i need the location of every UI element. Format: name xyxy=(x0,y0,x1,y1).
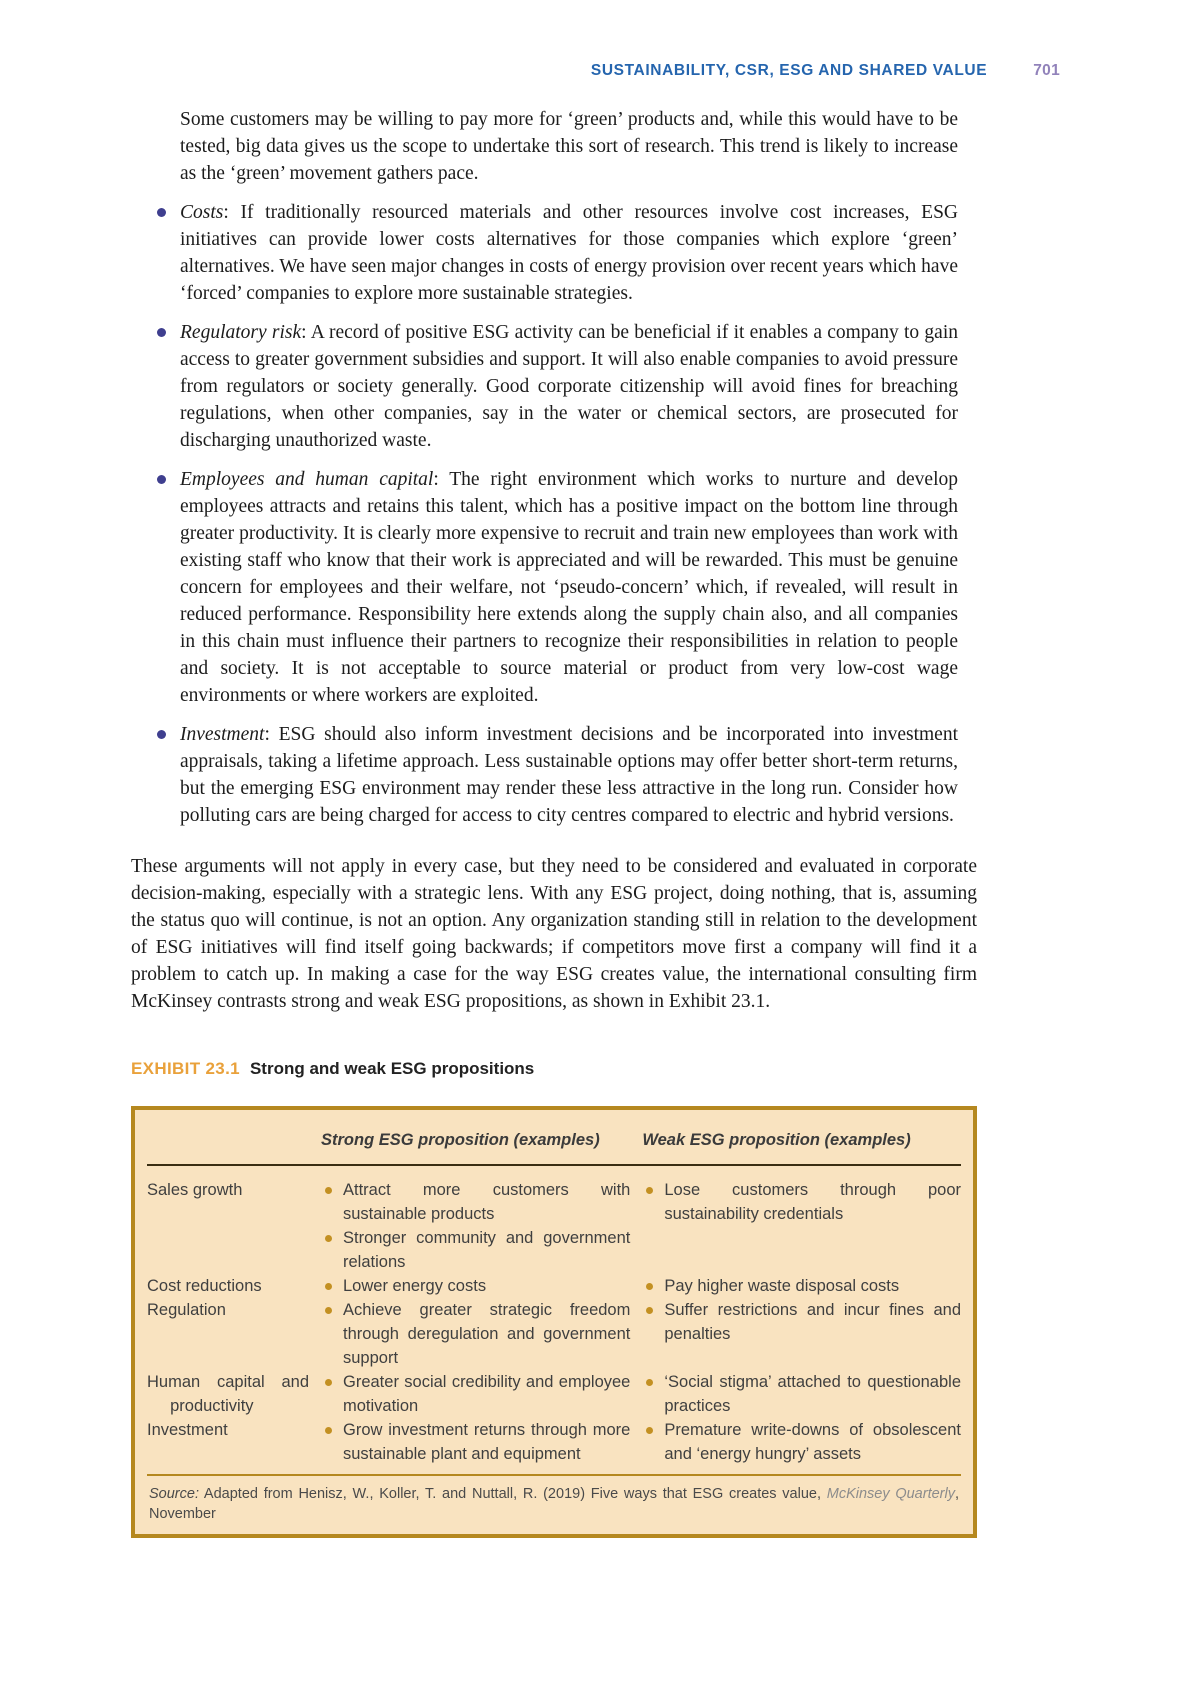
table-header-row xyxy=(147,1110,961,1166)
table-item-text: Achieve greater strategic freedom through deregulation and government support xyxy=(343,1301,631,1367)
table-body xyxy=(147,1166,961,1474)
weak-cell xyxy=(642,1418,961,1466)
table-header-weak: Weak ESG proposition (examples) xyxy=(642,1131,911,1149)
strong-cell xyxy=(321,1298,630,1370)
bullet-item-regulatory-risk xyxy=(131,319,958,454)
exhibit-label: EXHIBIT 23.1 xyxy=(131,1059,240,1078)
row-label: Human capital and productivity xyxy=(147,1373,309,1415)
table-bullet-icon xyxy=(646,1427,653,1434)
table-row xyxy=(147,1274,961,1298)
strong-cell xyxy=(321,1370,630,1418)
bullet-item-costs xyxy=(131,199,958,307)
table-list-item xyxy=(642,1370,961,1418)
closing-paragraph: These arguments will not apply in every case, but they need to be considered and evaluated in corporate decision-making, especially with a strategic lens. With any ESG project, doing nothing, that is, assuming the status quo will continue, is not an option. Any organization standing still in relation to the development of ESG initiatives will find itself going backwards; if competitors move first a company will find it a problem to catch up. In making a case for the way ESG creates value, the international consulting firm McKinsey contrasts strong and weak ESG propositions, as shown in Exhibit 23.1. xyxy=(131,856,977,1012)
row-label: Cost reductions xyxy=(147,1277,262,1295)
table-bullet-icon xyxy=(325,1187,332,1194)
exhibit-caption xyxy=(131,1055,977,1082)
source-text: Adapted from Henisz, W., Koller, T. and Nuttall, R. (2019) Five ways that ESG creates value, xyxy=(198,1486,827,1502)
table-item-text: Lose customers through poor sustainability credentials xyxy=(664,1181,961,1223)
table-item-text: Stronger community and government relations xyxy=(343,1229,631,1271)
table-row xyxy=(147,1418,961,1466)
bullet-icon xyxy=(157,328,166,337)
bullet-term: Investment xyxy=(180,724,265,745)
table-bullet-icon xyxy=(325,1379,332,1386)
table-source-line xyxy=(147,1474,961,1534)
table-header-empty xyxy=(147,1128,309,1152)
table-list-item xyxy=(642,1178,961,1226)
exhibit-table xyxy=(131,1106,977,1538)
chapter-title: SUSTAINABILITY, CSR, ESG AND SHARED VALUE xyxy=(590,62,988,79)
bullet-icon xyxy=(157,730,166,739)
source-suffix: , November xyxy=(149,1486,959,1522)
row-label: Sales growth xyxy=(147,1181,243,1199)
weak-cell xyxy=(642,1370,961,1418)
bullet-term: Regulatory risk xyxy=(180,322,302,343)
table-item-text: Suffer restrictions and incur fines and penalties xyxy=(664,1301,961,1343)
strong-cell xyxy=(321,1274,630,1298)
table-list-item xyxy=(642,1418,961,1466)
weak-cell xyxy=(642,1298,961,1370)
row-label: Investment xyxy=(147,1421,228,1439)
table-item-text: Premature write-downs of obsolescent and ‘energy hungry’ assets xyxy=(664,1421,961,1463)
bullet-item-investment xyxy=(131,721,958,829)
exhibit-title: Strong and weak ESG propositions xyxy=(249,1059,535,1078)
table-bullet-icon xyxy=(325,1283,332,1290)
strong-cell xyxy=(321,1178,630,1274)
body-content xyxy=(131,106,977,1538)
table-item-text: ‘Social stigma’ attached to questionable practices xyxy=(664,1373,961,1415)
table-list-item xyxy=(642,1298,961,1346)
table-list-item xyxy=(321,1178,630,1226)
bullet-text: : The right environment which works to nurture and develop employees attracts and retains this talent, which has a positive impact on the bottom line through greater productivity. It is clearly more expensive to recruit and train new employees than work with existing staff who know that their work is appreciated and will be rewarded. This must be genuine concern for employees and their welfare, not ‘pseudo-concern’ which, if revealed, will result in reduced performance. Responsibility here extends along the supply chain also, and all companies in this chain must influence their partners to recognize their responsibilities in relation to people and society. It is not acceptable to source material or product from very low-cost wage environments or where workers are exploited. xyxy=(180,469,958,706)
table-list-item xyxy=(321,1274,630,1298)
page-number: 701 xyxy=(1033,62,1060,79)
table-list-item xyxy=(321,1226,630,1274)
table-list-item xyxy=(321,1370,630,1418)
bullet-term: Employees and human capital xyxy=(180,469,434,490)
bullet-text: : ESG should also inform investment decisions and be incorporated into investment appraisals, taking a lifetime approach. Less sustainable options may offer better short-term returns, but the emerging ESG environment may render these less attractive in the long run. Consider how polluting cars are being charged for access to city centres compared to electric and hybrid versions. xyxy=(180,724,958,826)
bullet-item-employees xyxy=(131,466,958,709)
strong-cell xyxy=(321,1418,630,1466)
table-row xyxy=(147,1178,961,1274)
table-list-item xyxy=(321,1298,630,1370)
table-item-text: Greater social credibility and employee motivation xyxy=(343,1373,631,1415)
table-list-item xyxy=(321,1418,630,1466)
weak-cell xyxy=(642,1274,961,1298)
bullet-text: : A record of positive ESG activity can be beneficial if it enables a company to gain access to greater government subsidies and support. It will also enable companies to avoid pressure from regulators or society generally. Good corporate citizenship will avoid fines for breaching regulations, when other companies, say in the water or chemical sectors, are prosecuted for discharging unauthorized waste. xyxy=(180,322,958,451)
bullet-text: : If traditionally resourced materials and other resources involve cost increases, ESG initiatives can provide lower costs alternatives for those companies which explore ‘green’ alternatives. We have seen major changes in costs of energy provision over recent years which have ‘forced’ companies to explore more sustainable strategies. xyxy=(180,202,958,304)
table-bullet-icon xyxy=(325,1307,332,1314)
row-label: Regulation xyxy=(147,1301,226,1319)
running-head xyxy=(131,62,1060,80)
table-bullet-icon xyxy=(646,1307,653,1314)
table-bullet-icon xyxy=(646,1379,653,1386)
table-bullet-icon xyxy=(646,1283,653,1290)
table-list-item xyxy=(642,1274,961,1298)
bullet-icon xyxy=(157,208,166,217)
table-bullet-icon xyxy=(325,1427,332,1434)
source-journal: McKinsey Quarterly xyxy=(826,1486,955,1502)
bullet-icon xyxy=(157,475,166,484)
table-item-text: Grow investment returns through more sustainable plant and equipment xyxy=(343,1421,631,1463)
table-item-text: Attract more customers with sustainable products xyxy=(343,1181,631,1223)
bullet-term: Costs xyxy=(180,202,224,223)
table-item-text: Lower energy costs xyxy=(343,1277,487,1295)
source-label: Source: xyxy=(149,1486,199,1502)
table-row xyxy=(147,1298,961,1370)
table-item-text: Pay higher waste disposal costs xyxy=(664,1277,900,1295)
intro-paragraph: Some customers may be willing to pay more for ‘green’ products and, while this would have to be tested, big data gives us the scope to undertake this sort of research. This trend is likely to increase as the ‘green’ movement gathers pace. xyxy=(180,109,958,184)
table-row xyxy=(147,1370,961,1418)
bullet-list xyxy=(131,199,977,829)
table-header-strong: Strong ESG proposition (examples) xyxy=(321,1131,600,1149)
table-bullet-icon xyxy=(325,1235,332,1242)
weak-cell xyxy=(642,1178,961,1274)
table-bullet-icon xyxy=(646,1187,653,1194)
